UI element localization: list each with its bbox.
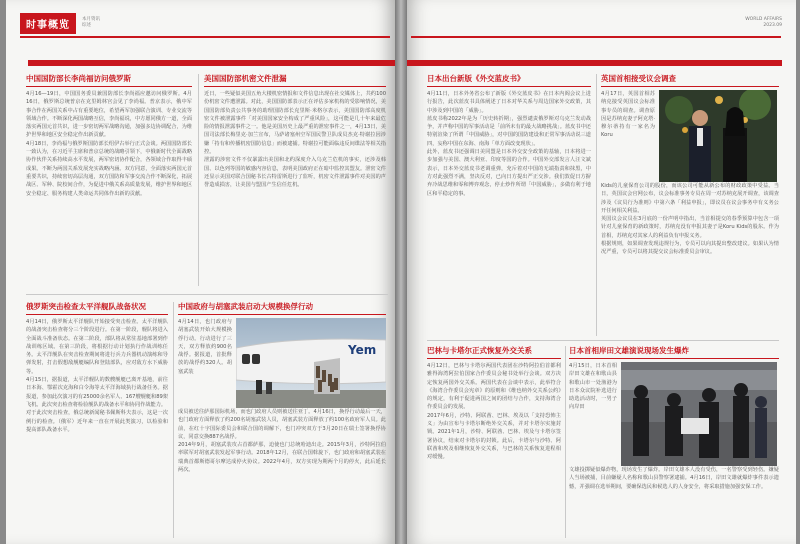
right-page — [407, 0, 796, 544]
article-body: 4月11日，日本外务省公布了新版《外交蓝皮书》在日本内阁会议上进行报告，此次蓝皮书具体阐述了日本对华关系与周边国家外交政策，其中涉及到中国的「威胁」。 蓝皮书称2022年是为「历史转折期」，强烈谴责俄罗斯对乌克兰发动战争，并声称中国的军事活动是「前所未有的最大战略挑战」。蓝皮书中还特别渲染了所谓「中国威胁」，对中国的国防建设和正常军事活动说三道四，妄称中国在东海、南海「单方面改变现状」。 此外，蓝皮书还强调日美同盟是日本外交安全政策的基轴，日本将进一步加强与美国、澳大利亚、印度等国的合作。中国外交部发言人汪文斌表示，日本外交蓝皮书老调重弹，充斥着对中国的无端指责和抹黑，中方对此强烈不满，坚决反对，已向日方提出严正交涉。我们敦促日方摒弃冷战思维和零和博弈观念，停止炒作所谓「中国威胁」，多做有利于地区和平稳定的事。 — [427, 91, 591, 197]
article-title: 英国首相接受议会调查 — [601, 74, 779, 87]
article-body: 成员被送往萨那国际机场，而也门政府人员则被送往亚丁。4月16日，换俘行动最后一天，也门政府方面释放了约200名胡塞武装人员，胡塞武装方面释放了约100名政府军人员。此前，在红十字国际委员会和联合国的调解下，也门冲突双方于3月20日在瑞士签署换俘协议，同意交换887名战俘。 2014年9月，胡塞武装攻占首都萨那，迫使也门总统哈迪出走。2015年3月，沙特阿拉伯率联军对胡塞武装发起军事行动。2018年12月，在联合国斡旋下，也门政府和胡塞武装在瑞典首都斯德哥尔摩达成停火协议。2022年4月，双方实现为期两个月的停火，此后延长两次。 — [178, 409, 386, 474]
article-title: 日本首相岸田文雄演说现场发生爆炸 — [569, 346, 779, 359]
header-subtitle: 本月资讯 综述 — [82, 17, 100, 28]
article-yemen-exchange — [178, 302, 386, 538]
article-body: 4月16—19日，中国国务委员兼国防部长李尚福应邀访问俄罗斯。4月16日，俄罗斯总统普京在克里姆林宫会见了李尚福。普京表示，俄中军事合作在两国关系中占有重要地位，希望两军加强联合演训、专业交流等领域合作。不断深化两国战略互信，李尚福说，中方愿同俄方一道，全面落实两国元首共识，进一步密切两军战略沟通，加强多边协调配合，为维护世界和地区安全稳定作出新贡献。 4月18日，李尚福与俄罗斯国防部长绍伊古举行正式会谈。两国国防部长一致认为，在习近平主席和普京总统的战略引领下，中俄新时代全面战略协作伙伴关系持续高水平发展，两军密切协作配合，各领域合作取得丰硕成果。不断为两国关系发展充实战略内涵。双方同意，全面落实两国元首重要共识，持续密切高层沟通，双方国防和军事交流合作不断深化，拓展战区、军种、院校间合作，为促进中俄关系高质量发展，维护世界和地区安全稳定、服务构建人类命运共同体作出新的贡献。 — [26, 91, 192, 197]
article-body: 文雄投掷疑似爆炸物，现场发生了爆炸。岸田文雄本人没有受伤，一名警察受到轻伤。嫌疑人当场被捕，目前嫌疑人名称和歌山县警察署逮捕。4月16日，岸田文雄就爆炸事件表示遗憾，并强调在选举期间，要确保选民和候选人的人身安全，将采取措施加强安保工作。 — [569, 467, 779, 490]
article-russia-pacific — [26, 302, 168, 538]
column-divider — [198, 74, 199, 286]
article-body: 4月12日，巴林与卡塔尔两国代表团在沙特阿拉伯首都利雅得海湾阿拉伯国家合作委员会秘书处举行会谈。双方决定恢复两国外交关系。两国代表在会谈中表示，此举符合《海湾合作委员会宪章》的原则和《维也纳外交关系公约》的规定，有利于促进两国之间的团结与合作，支持海湾合作委员会的发展。 2017年6月，沙特、阿联酋、巴林、埃及以「支持恐怖主义」为由宣布与卡塔尔断绝外交关系，并对卡塔尔实施封锁。2021年1月，沙特、阿联酋、巴林、埃及与卡塔尔签署协议，结束对卡塔尔的封锁。此后，卡塔尔与沙特、阿联酋和埃及相继恢复外交关系，与巴林的关系恢复进程相对缓慢。 — [427, 363, 561, 461]
article-title: 美国国防部机密文件泄漏 — [204, 74, 386, 87]
left-page — [6, 0, 395, 544]
article-us-leak — [204, 74, 386, 286]
article-china-defense — [26, 74, 192, 286]
svg-text:Yem: Yem — [348, 343, 377, 357]
column-divider — [565, 346, 566, 538]
yemen-prisoner-exchange-photo — [236, 318, 386, 408]
row-divider — [427, 340, 779, 341]
article-japan-bluebook — [427, 74, 591, 336]
article-bahrain-qatar — [427, 346, 561, 538]
article-title: 日本出台新版《外交蓝皮书》 — [427, 74, 591, 87]
book-gutter — [395, 0, 407, 544]
article-body: Kids的儿童保育公司的股份，而该公司可能从新公布的财政政策中受益。当日，英国议会官网公布，议会标准事务专员在周一对苏纳克展开调查，该调查涉及《议员行为准则》中第六条「利益申报」，即议员在议会事务中有义务公开任何相关利益。 英国议会议员在3月底的一份声明中指出，当首相提交的春季预算中包含一项针对儿童保育的新政策时，苏纳克没有申报其妻子是Koru Kids的股东。作为首相，苏纳克对其家人的利益负有申报义务。 根据规则，如果调查发现违规行为，专员可以向其提出整改建议。如果认为情况严重，专员可以将其提交议会标准委员会审议。 — [601, 183, 779, 256]
article-title: 俄罗斯突击检查太平洋舰队战备状况 — [26, 302, 168, 315]
article-intro: 4月17日，英国首相苏纳克接受英国议会标准事专员的调查。调查原因是苏纳克妻子阿克塔·穆尔蒂持有一家名为Koru — [601, 91, 655, 139]
row-divider — [26, 294, 388, 295]
article-intro: 4月14日，也门政府与胡塞武装开始大规模换俘行动。行动进行了三天，双方释放约900名战俘。据报道，首批释放的战俘约320人。胡塞武装 — [178, 319, 232, 375]
header-subtitle: WORLD AFFAIRS 2023.09 — [745, 17, 782, 28]
japan-explosion-scene-photo — [621, 362, 777, 466]
header-rule — [411, 36, 781, 38]
article-uk-pm-investigation — [601, 74, 779, 336]
article-title: 巴林与卡塔尔正式恢复外交关系 — [427, 346, 561, 359]
uk-prime-minister-photo — [659, 90, 777, 182]
header-rule — [20, 36, 390, 38]
red-banner — [407, 60, 782, 66]
article-title: 中国国防部长李尚福访问俄罗斯 — [26, 74, 192, 87]
article-intro: 4月15日，日本首相岸田文雄在和歌山县和歌山市一处渔港为日本众议院补选进行助选活动时，一男子向岸田 — [569, 363, 617, 411]
article-kishida-explosion — [569, 346, 779, 538]
column-divider — [596, 74, 597, 336]
page-header — [745, 12, 782, 34]
article-title: 中国政府与胡塞武装启动大规模换俘行动 — [178, 302, 386, 315]
section-badge: 时事概览 — [20, 13, 76, 34]
article-body: 4月14日，俄罗斯太平洋舰队开始接受突击检查。太平洋舰队的战备突击检查将分三个阶段进行。在第一阶段，舰队将进入全面战斗准备状态。在第二阶段，部队将从常驻基地部署到作战训练区域。在第三阶段，将根据行动计划执行作战训练任务。太平洋舰队在突击检查期间将进行兵力兵器机动演练和导弹发射，打击假想敌舰艇编队和登陆部队，应对敌方水下威胁等。 4月15日，据报道，太平洋舰队的数艘舰艇已离开基地，前往日本海、鄂霍次克海和白令海等太平洋海域执行战备任务。据报道，参加此次演习的有25000余名军人、167艘舰艇和89架飞机。此次突击检查将检验舰队的战备水平和协同作战能力。 对于此次突击检查，俄总统新闻秘书佩斯科夫表示，这是一次例行的检查。（俄军）近年来一直在开展此类演习，以检验和提高部队战备水平。 — [26, 319, 168, 433]
column-divider — [173, 302, 174, 538]
red-banner — [28, 60, 395, 66]
article-body: 近日，一些疑似美国五角大楼机密情报和文件信息出现在社交媒体上，共约100份机密文件遭泄露。对此，美国国防部表示正在评估多家机构的受影响情况，美国国防部负责公共事务的助理国防部长克里斯·米格尔表示，美国国防部高度机密文件被泄露事件「对美国国家安全构成了严重风险」，这可能是几十年来最危险的情报泄露事件之一。他是美国历史上最严重的泄密事件之一，4月13日，美国司法部长梅里克·加兰宣布，马萨诸塞州空军国民警卫队成员杰克·特谢拉因涉嫌「持有和传播机密国防信息」而被逮捕。特谢拉可能面临违反间谍法等相关指控。 泄露的涉密文件不仅暴露出美国和北约深度介入乌克兰危机的事实，还涉及韩国、以色列等国的敏感内容信息，表明美国政府正在暗中监控其盟友。泄密文件还显示美国对联合国秘书长古特雷斯进行了监听，机密文件泄露事件对美国的声誉造成损害，让美国与盟国产生信任危机。 — [204, 91, 386, 189]
section-header — [20, 12, 100, 34]
